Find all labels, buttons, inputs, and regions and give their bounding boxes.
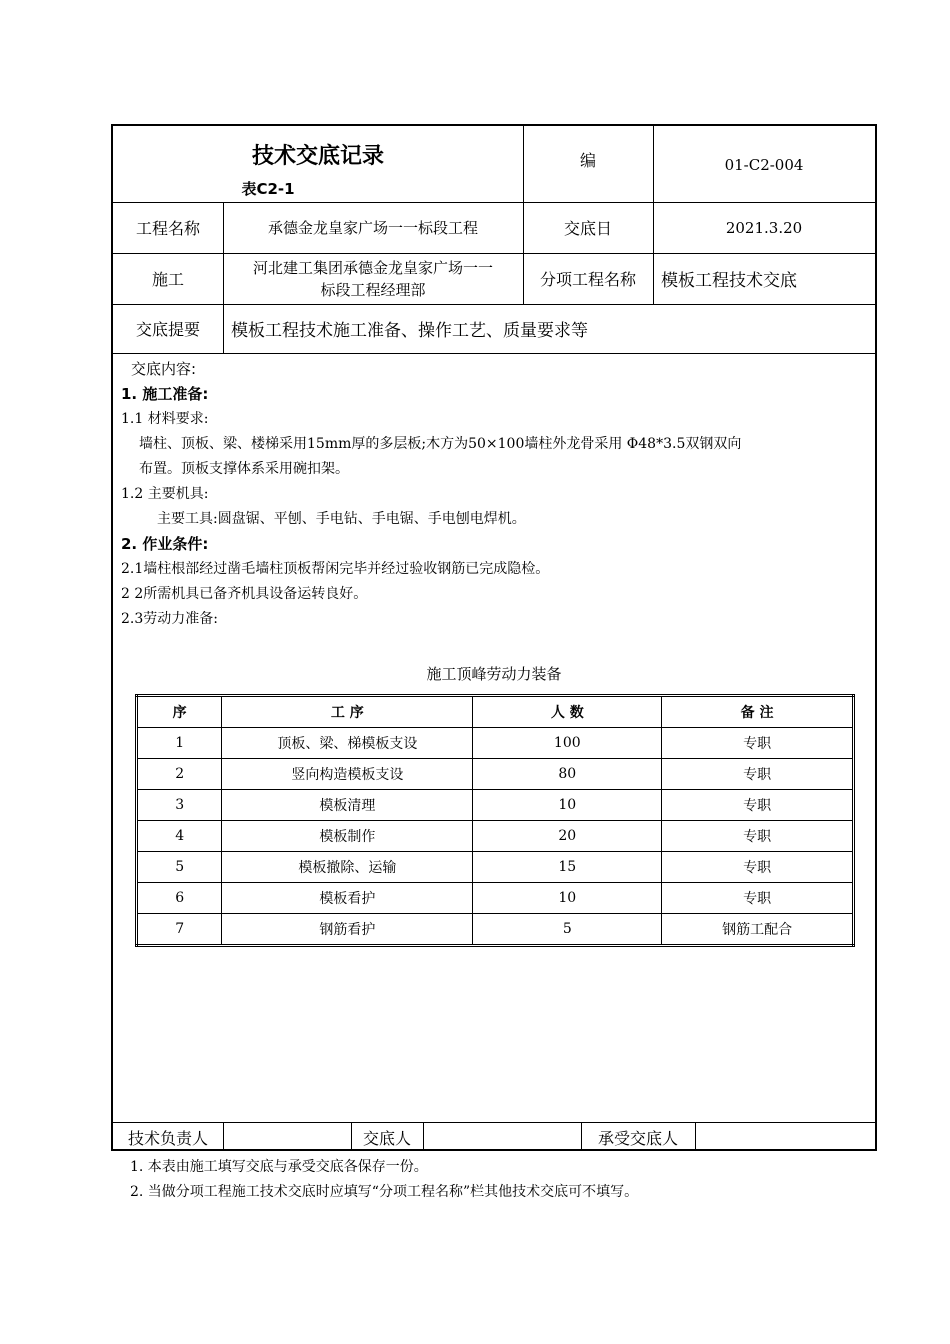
section1-1-text-line2: 布置。顶板支撑体系采用碗扣架。: [139, 461, 349, 477]
table-row: [137, 852, 854, 883]
summary-label: 交底提要: [135, 320, 200, 339]
subproject-name-label: 分项工程名称: [539, 270, 636, 289]
tech-lead-label: 技术负责人: [127, 1128, 208, 1148]
cell-seq: 3: [137, 790, 222, 821]
cell-remark: 专职: [662, 852, 854, 883]
cell-seq: 7: [137, 914, 222, 946]
section1-1-title: 1.1 材料要求:: [121, 411, 209, 427]
table-row: [137, 728, 854, 759]
tech-lead-signature-field[interactable]: [223, 1123, 351, 1151]
table-row: [137, 759, 854, 790]
section1-title: 1. 施工准备:: [121, 385, 209, 403]
construction-unit-line1: 河北建工集团承德金龙皇家广场一一: [252, 258, 493, 277]
construction-unit-line2: 标段工程经理部: [320, 280, 426, 299]
cell-seq: 1: [137, 728, 222, 759]
cell-seq: 6: [137, 883, 222, 914]
cell-process: 模板制作: [222, 821, 473, 852]
row-divider: [113, 353, 875, 354]
receiver-label: 承受交底人: [597, 1128, 678, 1148]
cell-process: 模板看护: [222, 883, 473, 914]
form-code: 表C2-1: [241, 179, 295, 198]
cell-process: 钢筋看护: [222, 914, 473, 946]
technical-disclosure-form: [111, 124, 877, 1151]
table-row: [137, 914, 854, 946]
labor-table: [135, 694, 855, 947]
form-title: 技术交底记录: [251, 143, 384, 169]
content-heading: 交底内容:: [131, 360, 197, 378]
presenter-label: 交底人: [362, 1128, 411, 1148]
cell-count: 10: [473, 790, 662, 821]
table-row: [137, 883, 854, 914]
cell-count: 5: [473, 914, 662, 946]
header-remark: 备 注: [662, 696, 854, 728]
cell-process: 竖向构造模板支设: [222, 759, 473, 790]
cell-process: 模板撤除、运输: [222, 852, 473, 883]
code-value: 01-C2-004: [724, 156, 804, 174]
labor-table-header-row: [137, 696, 854, 728]
cell-seq: 2: [137, 759, 222, 790]
cell-remark: 专职: [662, 821, 854, 852]
summary-value: 模板工程技术施工准备、操作工艺、质量要求等: [231, 321, 588, 341]
construction-unit-value: [223, 253, 523, 304]
section2-2: 2 2所需机具已备齐机具设备运转良好。: [121, 586, 368, 602]
subproject-name-value: 模板工程技术交底: [661, 271, 797, 291]
cell-remark: 专职: [662, 728, 854, 759]
cell-remark: 专职: [662, 883, 854, 914]
table-row: [137, 821, 854, 852]
project-name-label: 工程名称: [135, 219, 200, 238]
cell-process: 模板清理: [222, 790, 473, 821]
construction-unit-label: 施工: [151, 270, 184, 289]
cell-count: 10: [473, 883, 662, 914]
cell-seq: 5: [137, 852, 222, 883]
section2-3: 2.3劳动力准备:: [121, 611, 218, 627]
disclosure-date-value: 2021.3.20: [725, 218, 803, 237]
disclosure-date-label: 交底日: [563, 219, 612, 238]
section1-2-title: 1.2 主要机具:: [121, 486, 209, 502]
presenter-signature-field[interactable]: [423, 1123, 581, 1151]
labor-table-caption: 施工顶峰劳动力装备: [426, 664, 562, 683]
cell-count: 80: [473, 759, 662, 790]
project-name-value: 承德金龙皇家广场一一标段工程: [267, 219, 478, 237]
table-row: [137, 790, 854, 821]
receiver-signature-field[interactable]: [695, 1123, 875, 1151]
header-count: 人 数: [473, 696, 662, 728]
section2-title: 2. 作业条件:: [121, 535, 209, 553]
cell-remark: 专职: [662, 759, 854, 790]
section1-2-text: 主要工具:圆盘锯、平刨、手电钻、手电锯、手电刨电焊机。: [157, 511, 526, 527]
cell-seq: 4: [137, 821, 222, 852]
cell-process: 顶板、梁、梯模板支设: [222, 728, 473, 759]
cell-count: 15: [473, 852, 662, 883]
cell-remark: 钢筋工配合: [662, 914, 854, 946]
section1-1-text-line1: 墙柱、顶板、梁、楼梯采用15mm厚的多层板;木方为50×100墙柱外龙骨采用 Φ48*3.5双钢双向: [139, 436, 742, 452]
header-seq: 序: [137, 696, 222, 728]
footnote-2: 2. 当做分项工程施工技术交底时应填写“分项工程名称”栏其他技术交底可不填写。: [130, 1184, 639, 1200]
header-process: 工 序: [222, 696, 473, 728]
section2-1: 2.1墙柱根部经过凿毛墙柱顶板帮闲完毕并经过验收钢筋已完成隐检。: [121, 561, 550, 577]
cell-count: 20: [473, 821, 662, 852]
footnote-1: 1. 本表由施工填写交底与承受交底各保存一份。: [130, 1159, 428, 1175]
cell-remark: 专职: [662, 790, 854, 821]
cell-count: 100: [473, 728, 662, 759]
code-label: 编: [579, 150, 596, 170]
